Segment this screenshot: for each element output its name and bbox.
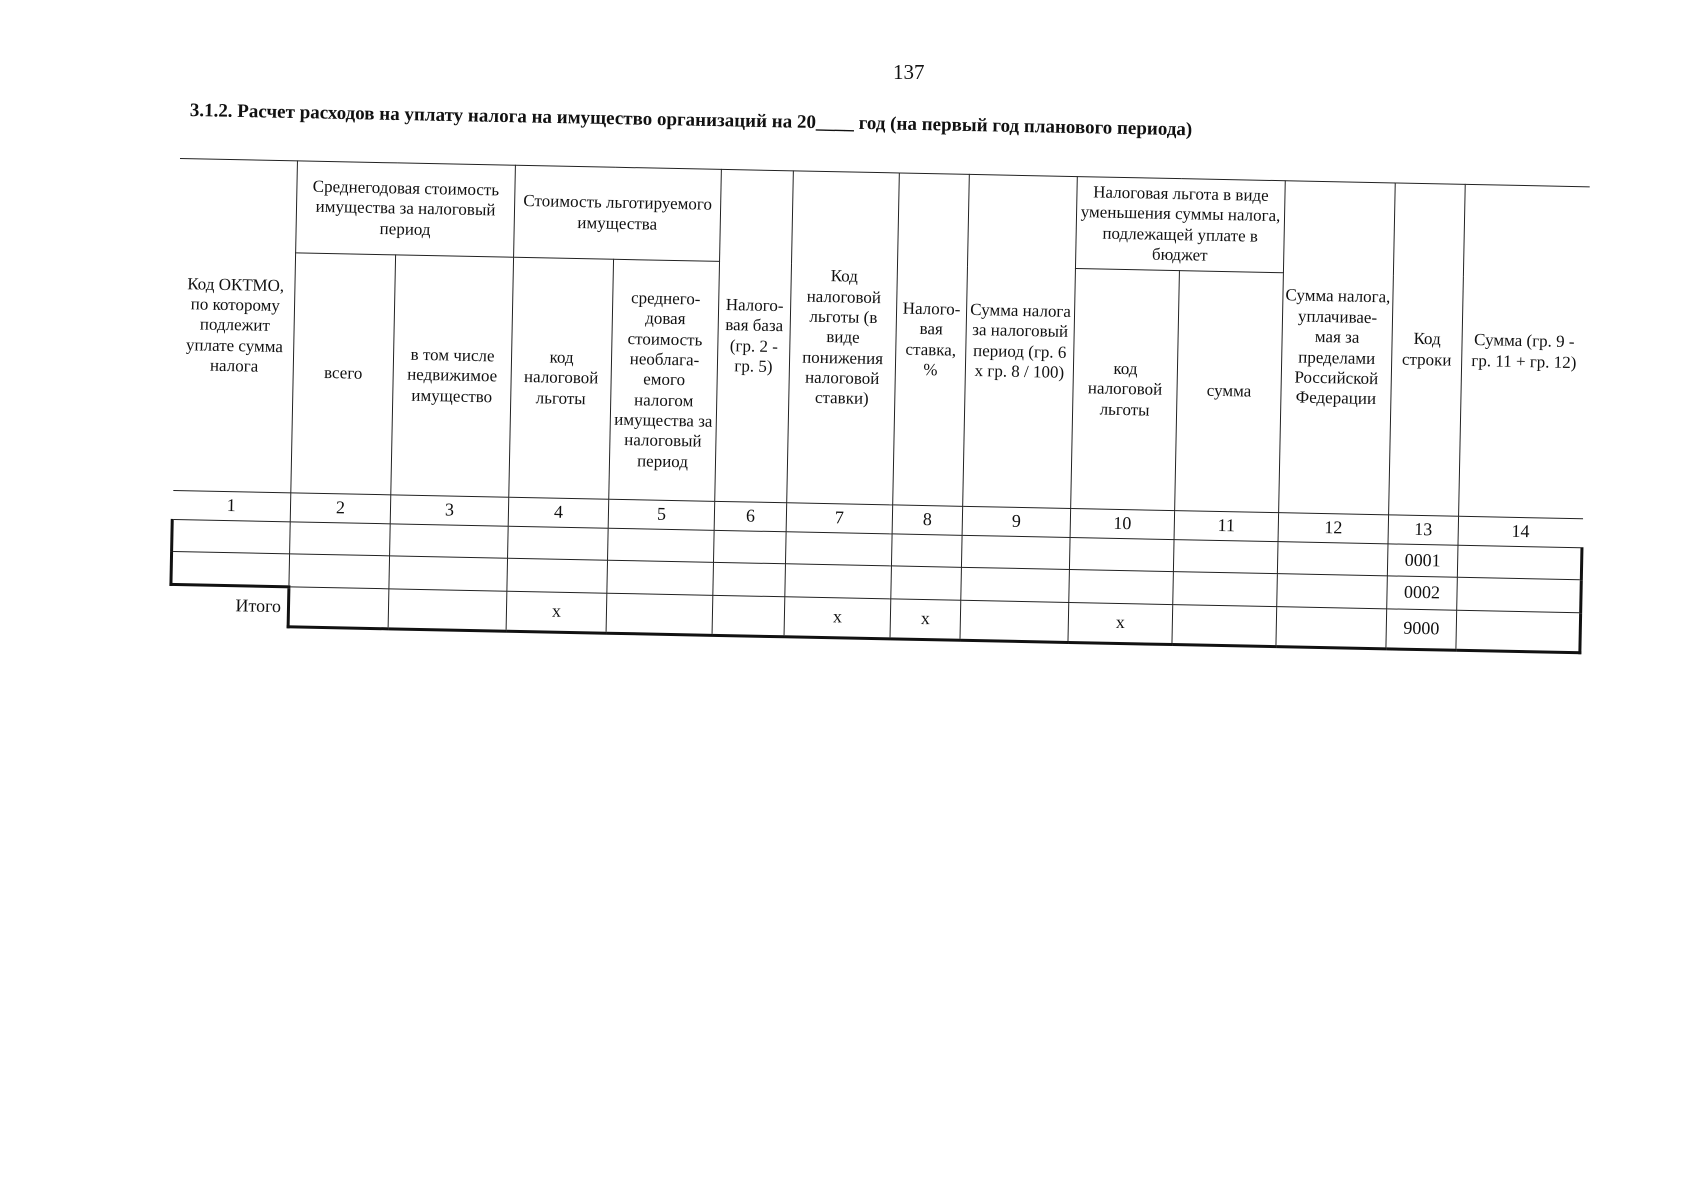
tax-calculation-table-wrapper [169,158,1591,654]
column-number: 12 [1278,513,1389,544]
total-label: Итого [235,595,282,617]
total-line-code-cell: 9000 [1386,609,1457,650]
table-cell[interactable] [608,528,715,562]
total-cell[interactable] [1276,607,1387,649]
header-rate-benefit-code: Код налоговой льготы (в виде понижения налоговой ставки) [787,171,900,505]
header-total-sum: Сумма (гр. 9 - гр. 11 + гр. 12) [1459,184,1590,518]
x-mark-cell: x [890,599,961,640]
table-cell[interactable] [891,534,962,567]
total-cell[interactable] [606,593,713,635]
table-cell[interactable] [290,522,391,556]
header-tax-benefit: Налоговая льгота в виде уменьшения суммы налога, подлежащей уплате в бюджет [1075,177,1285,273]
oktmo-cell[interactable] [171,551,290,586]
header-line-code: Код строки [1389,183,1466,516]
table-cell[interactable] [607,560,714,595]
table-cell[interactable] [1457,577,1582,612]
column-number: 1 [172,490,291,521]
header-benefit-code: код налоговой льготы [509,257,614,499]
table-cell[interactable] [1069,569,1174,604]
table-cell[interactable] [1277,574,1388,609]
header-benefit-reduction-code: код налоговой льготы [1071,269,1180,511]
column-number: 13 [1388,515,1459,545]
header-total: всего [291,253,396,495]
column-number: 2 [290,493,391,524]
x-mark-cell: x [506,591,607,633]
table-cell[interactable] [390,524,509,558]
header-tax-base: Налого-вая база (гр. 2 - гр. 5) [715,169,794,502]
table-cell[interactable] [713,530,786,563]
column-number: 6 [714,501,787,531]
column-number: 5 [608,499,715,530]
header-privileged-property-cost: Стоимость льготируемого имущества [514,165,722,261]
line-code-cell: 0001 [1387,544,1458,577]
header-oktmo-code: Код ОКТМО, по которому подлежит уплате сумма налога [173,159,298,493]
header-benefit-reduction-sum: сумма [1175,271,1284,513]
total-cell[interactable] [388,589,507,631]
header-real-estate: в том числе недвижимое имущество [391,255,514,497]
total-cell[interactable] [1456,610,1581,652]
header-exempt-property-cost: среднего-довая стоимость необлага-емого налогом имущества за налоговый период [609,259,720,501]
total-cell[interactable] [712,595,785,636]
line-code-cell: 0002 [1387,576,1458,610]
table-cell[interactable] [1173,572,1278,607]
table-cell[interactable] [1277,542,1388,576]
x-mark-cell: x [784,597,891,639]
table-cell[interactable] [1069,537,1174,571]
table-cell[interactable] [507,558,608,593]
column-number: 11 [1174,511,1279,542]
page-number: 137 [893,60,925,84]
table-cell[interactable] [785,532,892,566]
column-number: 9 [962,506,1071,537]
total-cell[interactable] [960,600,1069,642]
total-cell[interactable] [288,587,389,629]
table-cell[interactable] [713,562,786,596]
column-number: 10 [1070,508,1175,539]
form-heading: 3.1.2. Расчет расходов на уплату налога на имущество организаций на 20____ год (на первый год планового периода) [189,100,1193,141]
column-number: 7 [786,503,893,534]
header-avg-annual-cost: Среднегодовая стоимость имущества за налоговый период [296,161,516,257]
table-cell[interactable] [289,554,390,589]
table-cell[interactable] [1457,545,1582,579]
table-cell[interactable] [785,564,892,599]
table-cell[interactable] [961,567,1070,602]
column-number: 14 [1458,516,1583,547]
total-cell[interactable] [1172,605,1277,647]
column-number: 4 [508,497,609,528]
table-cell[interactable] [961,535,1070,569]
tax-calculation-table [169,158,1591,654]
table-cell[interactable] [508,526,609,560]
x-mark-cell: x [1068,602,1173,644]
column-number: 3 [390,495,509,526]
table-cell[interactable] [389,556,508,591]
table-cell[interactable] [1173,540,1278,574]
column-number: 8 [892,505,963,535]
table-cell[interactable] [891,566,962,600]
header-tax-paid-abroad: Сумма налога, уплачивае-мая за пределами Российской Федерации [1279,181,1396,515]
header-tax-rate: Налого-вая ставка, % [893,173,970,506]
header-tax-amount: Сумма налога за налоговый период (гр. 6 х гр. 8 / 100) [963,174,1078,508]
oktmo-cell[interactable] [172,519,291,553]
